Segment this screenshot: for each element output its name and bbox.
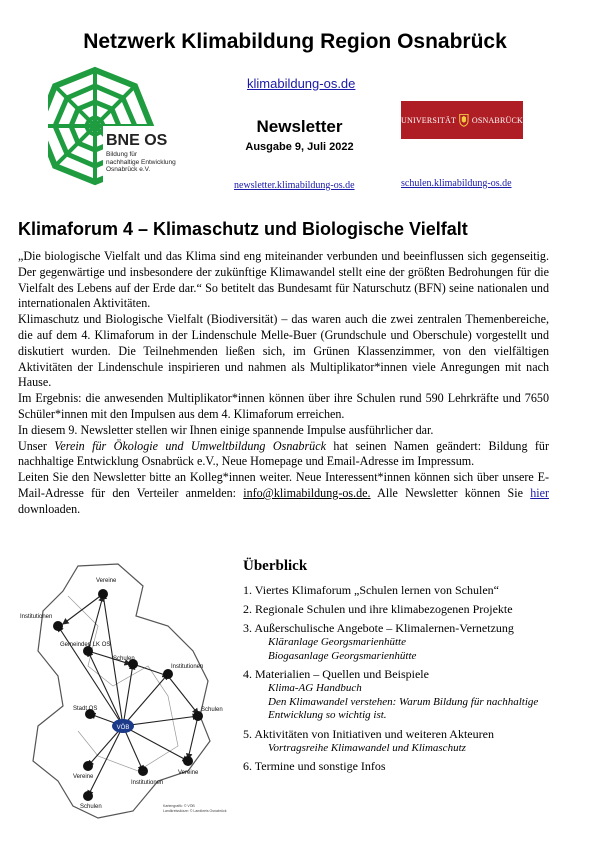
schulen-link[interactable]: schulen.klimabildung-os.de <box>401 178 512 189</box>
newsletter-link[interactable]: newsletter.klimabildung-os.de <box>234 180 355 191</box>
svg-text:VÖB: VÖB <box>116 725 130 731</box>
svg-text:Vereine: Vereine <box>178 770 199 776</box>
article-headline: Klimaforum 4 – Klimaschutz und Biologische Vielfalt <box>18 219 468 239</box>
logo-subtitle: Bildung für nachhaltige Entwicklung Osnabrück e.V. <box>106 151 176 173</box>
svg-text:Schulen: Schulen <box>113 656 135 662</box>
svg-text:Institutionen: Institutionen <box>131 780 164 786</box>
overview-list <box>243 582 563 774</box>
overview-item[interactable]: 3. Außerschulische Angebote – Klimalernen-Vernetzung <box>243 621 514 635</box>
paragraph-rename: Unser Verein für Ökologie und Umweltbildung Osnabrück hat seinen Namen geändert: Bildung für nachhaltige Entwicklung Osnabrück e.V., Neue Homepage und Email-Adresse im Impressum. <box>18 438 549 469</box>
svg-text:Schulen: Schulen <box>201 707 223 713</box>
paragraph-forward: Leiten Sie den Newsletter bitte an Kolleg*innen weiter. Neue Interessent*innen können sich über unsere E-Mail-Adresse für den Verteiler anmelden: info@klimabildung-os.de. Alle Newsletter können Sie hier downloaden. <box>18 470 549 516</box>
overview-subitem[interactable]: Biogasanlage Georgsmarienhütte <box>268 649 417 662</box>
svg-text:Institutionen: Institutionen <box>20 614 53 620</box>
bne-os-logo <box>48 66 218 194</box>
email-link[interactable]: info@klimabildung-os.de. <box>243 485 371 500</box>
download-link[interactable]: hier <box>530 485 549 500</box>
university-crest-icon <box>459 110 469 130</box>
logo-name: BNE OS <box>106 132 168 149</box>
university-logo-right-text: OSNABRÜCK <box>471 115 523 125</box>
overview-subitem[interactable]: Den Klimawandel verstehen: Warum Bildung für nachhaltige Entwicklung so wichtig ist. <box>268 695 539 721</box>
overview-heading: Überblick <box>243 558 308 574</box>
district-outline <box>33 564 210 818</box>
svg-text:Vereine: Vereine <box>96 578 117 584</box>
svg-text:Stadt OS: Stadt OS <box>73 706 98 712</box>
university-logo-left-text: UNIVERSITÄT <box>401 115 457 125</box>
svg-text:Vereine: Vereine <box>73 774 94 780</box>
paragraph-forum: Klimaschutz und Biologische Vielfalt (Biodiversität) – das waren auch die zwei zentralen Themenbereiche, die auf dem 4. Klimaforum in der Lindenschule Melle-Buer (Grundschule und Oberschule) vorgestellt und diskutiert wurden. Die Teilnehmenden ließen sich, im Grünen Klassenzimmer, von den vielfältigen Aktivitäten der Lindenschule inspirieren und nahmen als Multiplikator*innen viele Anregungen mit nach Hause. <box>18 312 549 390</box>
overview-subitem[interactable]: Kläranlage Georgsmarienhütte <box>268 636 406 648</box>
svg-text:Landkreisskizze: © Landkreis O: Landkreisskizze: © Landkreis Osnabrück <box>163 809 227 813</box>
svg-text:Institutionen: Institutionen <box>171 664 204 670</box>
issue-label: Ausgabe 9, Juli 2022 <box>245 141 354 153</box>
overview-subitem[interactable]: Klima-AG Handbuch <box>268 682 362 694</box>
university-osnabrueck-logo <box>401 101 523 139</box>
overview-item[interactable]: 5. Aktivitäten von Initiativen und weiteren Akteuren <box>243 726 494 741</box>
svg-text:Gemeinden LK OS: Gemeinden LK OS <box>60 642 111 648</box>
overview-item[interactable]: 4. Materialien – Quellen und Beispiele <box>243 667 429 681</box>
association-name: Verein für Ökologie und Umweltbildung Osnabrück <box>54 438 326 453</box>
newsletter-network-title: Netzwerk Klimabildung Region Osnabrück <box>83 30 507 53</box>
svg-text:Kartengrafik: © VÖB: Kartengrafik: © VÖB <box>163 804 195 808</box>
svg-text:Schulen: Schulen <box>80 804 102 810</box>
network-map <box>18 556 243 824</box>
article-body <box>18 249 549 518</box>
overview-item[interactable]: 6. Termine und sonstige Infos <box>243 759 386 773</box>
paragraph-intro: „Die biologische Vielfalt und das Klima sind eng miteinander verbunden und beeinflussen sich gegenseitig. Der gegenwärtige und insbesondere der zukünftige Klimawandel stellt eine der größten Bedrohungen für die Vielfalt des Lebens auf der Erde dar.“ So betitelt das Bundesamt für Naturschutz (BFN) seine nationalen und internationalen Aktivitäten. <box>18 249 549 311</box>
overview-item[interactable]: 1. Viertes Klimaforum „Schulen lernen von Schulen“ <box>243 583 499 597</box>
paragraph-newsletter: In diesem 9. Newsletter stellen wir Ihnen einige spannende Impulse ausführlicher dar. <box>18 422 434 437</box>
overview-subitem[interactable]: Vortragsreihe Klimawandel und Klimaschutz <box>268 741 466 754</box>
site-link[interactable]: klimabildung-os.de <box>247 76 356 91</box>
paragraph-result: Im Ergebnis: die anwesenden Multiplikator*innen können über ihre Schulen rund 590 Lehrkräfte und 7650 Schüler*innen mit den Impulsen aus dem 4. Klimaforum erreichen. <box>18 391 549 421</box>
newsletter-heading: Newsletter <box>256 117 343 136</box>
overview-item[interactable]: 2. Regionale Schulen und ihre klimabezogenen Projekte <box>243 602 513 616</box>
